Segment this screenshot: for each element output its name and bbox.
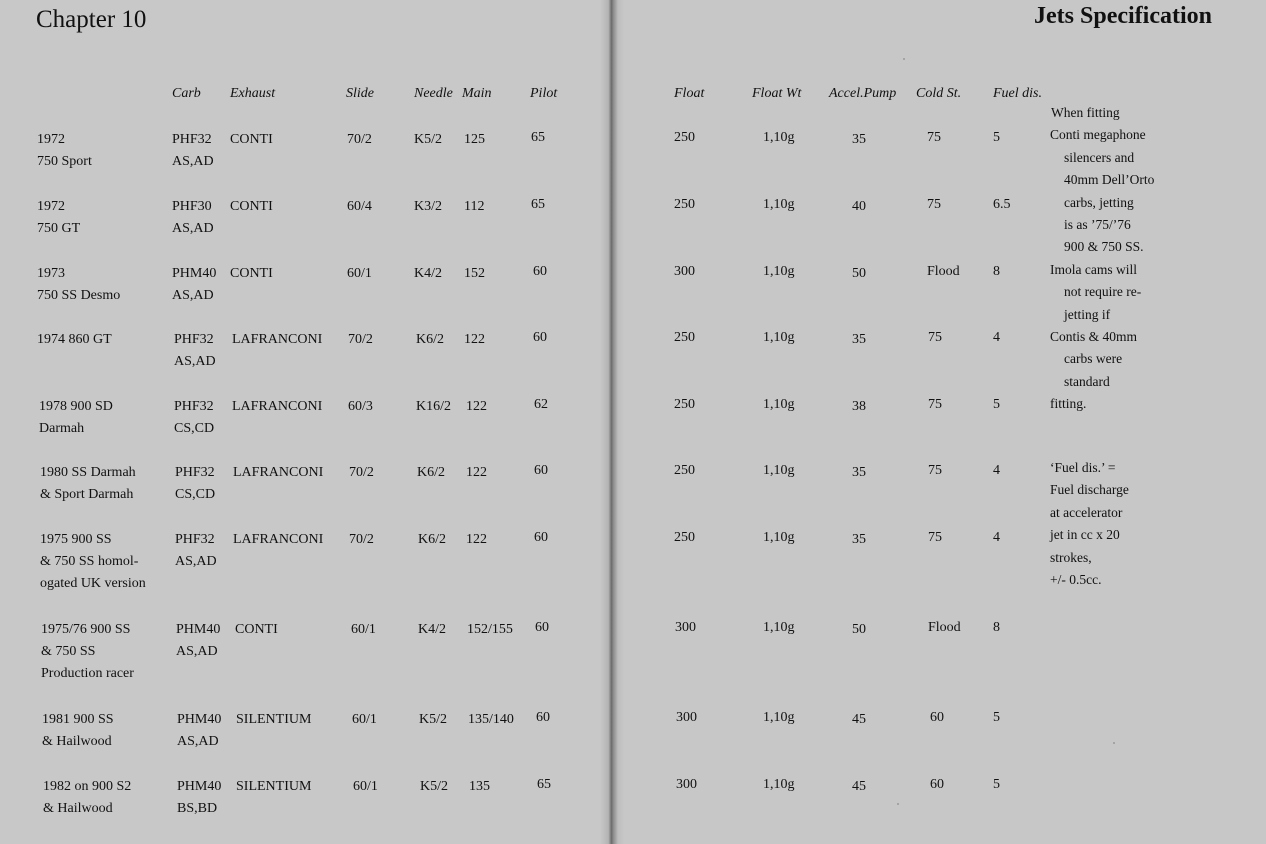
exhaust-type: LAFRANCONI	[233, 465, 324, 480]
needle-value: K5/2	[420, 779, 448, 794]
header-cold-st: Cold St.	[916, 86, 962, 101]
main-jet-value: 135/140	[468, 712, 514, 727]
header-needle: Needle	[414, 86, 453, 101]
slide-value: 60/1	[352, 712, 377, 727]
jetting-note-line: not require re-	[1064, 284, 1142, 300]
jetting-note-line: 900 & 750 SS.	[1064, 239, 1144, 255]
model-name-line2: & 750 SS homol-	[40, 554, 139, 569]
carb-variant: BS,BD	[177, 801, 218, 816]
slide-value: 60/1	[351, 622, 376, 637]
carb-variant: CS,CD	[174, 421, 215, 436]
slide-value: 60/1	[353, 779, 378, 794]
carb-model: PHF30	[172, 199, 212, 214]
cold-start-value: 75	[927, 130, 941, 145]
carb-variant: AS,AD	[174, 354, 216, 369]
jetting-note-line: carbs were	[1064, 351, 1123, 367]
fuel-discharge-value: 4	[993, 463, 1000, 478]
jetting-note-line: carbs, jetting	[1064, 194, 1134, 210]
model-name-line2: Darmah	[39, 421, 85, 436]
model-name: 1972	[37, 199, 65, 214]
cold-start-value: Flood	[928, 620, 961, 635]
book-gutter	[600, 0, 624, 844]
pilot-jet-value: 65	[537, 777, 551, 792]
fuel-discharge-value: 6.5	[993, 197, 1011, 212]
float-weight-value: 1,10g	[763, 130, 795, 145]
model-name: 1973	[37, 266, 65, 281]
cold-start-value: 75	[927, 197, 941, 212]
jetting-note-line: When fitting	[1051, 105, 1120, 120]
fuel-discharge-value: 5	[993, 777, 1000, 792]
cold-start-value: 75	[928, 397, 942, 412]
slide-value: 60/1	[347, 266, 372, 281]
fuel-discharge-value: 4	[993, 330, 1000, 345]
pilot-jet-value: 60	[536, 710, 550, 725]
pilot-jet-value: 60	[533, 330, 547, 345]
fuel-discharge-note-line: jet in cc x 20	[1050, 527, 1120, 543]
fuel-discharge-note-line: Fuel discharge	[1050, 482, 1129, 498]
exhaust-type: CONTI	[230, 266, 273, 281]
jetting-note-line: silencers and	[1064, 149, 1135, 165]
exhaust-type: LAFRANCONI	[232, 332, 323, 347]
carb-model: PHM40	[176, 622, 221, 637]
slide-value: 60/4	[347, 199, 372, 214]
float-weight-value: 1,10g	[763, 530, 795, 545]
cold-start-value: 60	[930, 777, 944, 792]
model-name: 1982 on 900 S2	[43, 779, 132, 794]
float-value: 250	[674, 197, 695, 212]
accel-pump-value: 45	[852, 779, 866, 794]
fuel-discharge-value: 5	[993, 397, 1000, 412]
fuel-discharge-note	[1050, 457, 1129, 591]
header-fuel-dis: Fuel dis.	[993, 86, 1042, 101]
carb-model: PHF32	[174, 399, 214, 414]
float-value: 250	[674, 330, 695, 345]
fuel-discharge-value: 5	[993, 710, 1000, 725]
float-weight-value: 1,10g	[763, 777, 795, 792]
exhaust-type: LAFRANCONI	[233, 532, 324, 547]
cold-start-value: 60	[930, 710, 944, 725]
main-jet-value: 122	[466, 465, 487, 480]
pilot-jet-value: 65	[531, 197, 545, 212]
carb-variant: AS,AD	[176, 644, 218, 659]
jetting-note-line: jetting if	[1064, 306, 1111, 322]
float-weight-value: 1,10g	[763, 710, 795, 725]
accel-pump-value: 35	[852, 132, 866, 147]
pilot-jet-value: 60	[534, 463, 548, 478]
header-main: Main	[462, 86, 492, 101]
accel-pump-value: 50	[852, 266, 866, 281]
fuel-discharge-value: 4	[993, 530, 1000, 545]
jetting-note	[1050, 102, 1154, 416]
exhaust-type: CONTI	[235, 622, 278, 637]
needle-value: K4/2	[418, 622, 446, 637]
exhaust-type: LAFRANCONI	[232, 399, 323, 414]
model-name-line2: & 750 SS	[41, 644, 96, 659]
needle-value: K6/2	[416, 332, 444, 347]
carb-model: PHM40	[177, 779, 222, 794]
accel-pump-value: 35	[852, 332, 866, 347]
accel-pump-value: 35	[852, 465, 866, 480]
accel-pump-value: 45	[852, 712, 866, 727]
accel-pump-value: 35	[852, 532, 866, 547]
float-weight-value: 1,10g	[763, 463, 795, 478]
model-name: 1980 SS Darmah	[40, 465, 136, 480]
carb-model: PHF32	[172, 132, 212, 147]
carb-variant: AS,AD	[172, 154, 214, 169]
main-jet-value: 152/155	[467, 622, 513, 637]
carb-variant: AS,AD	[172, 288, 214, 303]
jetting-note-line: 40mm Dell’Orto	[1064, 172, 1155, 188]
float-value: 300	[676, 777, 697, 792]
model-name: 1972	[37, 132, 65, 147]
needle-value: K16/2	[416, 399, 451, 414]
fuel-discharge-value: 8	[993, 264, 1000, 279]
header-carb: Carb	[172, 86, 201, 101]
main-jet-value: 112	[464, 199, 485, 214]
float-weight-value: 1,10g	[763, 620, 795, 635]
fuel-discharge-note-line: at accelerator	[1050, 504, 1123, 520]
float-value: 250	[674, 463, 695, 478]
jetting-note-line: Imola cams will	[1050, 261, 1137, 277]
exhaust-type: CONTI	[230, 199, 273, 214]
header-float: Float	[674, 86, 705, 101]
model-name-line2: & Hailwood	[43, 801, 113, 816]
jetting-note-line: standard	[1064, 373, 1110, 389]
jetting-note-line: is as ’75/’76	[1064, 217, 1131, 233]
accel-pump-value: 38	[852, 399, 866, 414]
carb-variant: AS,AD	[177, 734, 219, 749]
fuel-discharge-note-line: strokes,	[1050, 549, 1092, 565]
float-weight-value: 1,10g	[763, 264, 795, 279]
slide-value: 70/2	[349, 532, 374, 547]
carb-model: PHF32	[175, 532, 215, 547]
main-jet-value: 122	[466, 532, 487, 547]
jetting-note-line: fitting.	[1050, 396, 1087, 412]
float-value: 250	[674, 530, 695, 545]
main-jet-value: 135	[469, 779, 490, 794]
cold-start-value: Flood	[927, 264, 960, 279]
pilot-jet-value: 65	[531, 130, 545, 145]
exhaust-type: CONTI	[230, 132, 273, 147]
pilot-jet-value: 62	[534, 397, 548, 412]
needle-value: K6/2	[417, 465, 445, 480]
cold-start-value: 75	[928, 330, 942, 345]
main-jet-value: 122	[466, 399, 487, 414]
float-weight-value: 1,10g	[763, 397, 795, 412]
cold-start-value: 75	[928, 463, 942, 478]
exhaust-type: SILENTIUM	[236, 712, 312, 727]
needle-value: K5/2	[414, 132, 442, 147]
header-accel-pump: Accel.Pump	[829, 86, 897, 101]
needle-value: K4/2	[414, 266, 442, 281]
model-name-line2: 750 SS Desmo	[37, 288, 121, 303]
model-name-line3: ogated UK version	[40, 576, 146, 591]
needle-value: K5/2	[419, 712, 447, 727]
model-name-line2: 750 GT	[37, 221, 81, 236]
carb-model: PHF32	[174, 332, 214, 347]
float-value: 300	[675, 620, 696, 635]
slide-value: 70/2	[347, 132, 372, 147]
header-slide: Slide	[346, 86, 374, 101]
fuel-discharge-value: 8	[993, 620, 1000, 635]
float-value: 250	[674, 397, 695, 412]
pilot-jet-value: 60	[534, 530, 548, 545]
carb-variant: CS,CD	[175, 487, 216, 502]
main-jet-value: 152	[464, 266, 485, 281]
carb-variant: AS,AD	[172, 221, 214, 236]
section-title: Jets Specification	[1034, 3, 1212, 29]
fuel-discharge-value: 5	[993, 130, 1000, 145]
model-name-line2: & Sport Darmah	[40, 487, 134, 502]
jetting-note-line: Contis & 40mm	[1050, 329, 1138, 345]
fuel-discharge-note-line: ‘Fuel dis.’ =	[1050, 460, 1116, 475]
chapter-title: Chapter 10	[36, 6, 147, 33]
model-name: 1978 900 SD	[39, 399, 113, 414]
header-float-wt: Float Wt	[752, 86, 802, 101]
main-jet-value: 125	[464, 132, 485, 147]
carb-model: PHM40	[177, 712, 222, 727]
carb-model: PHF32	[175, 465, 215, 480]
model-name-line3: Production racer	[41, 666, 134, 681]
model-name-line2: 750 Sport	[37, 154, 92, 169]
pilot-jet-value: 60	[533, 264, 547, 279]
cold-start-value: 75	[928, 530, 942, 545]
header-exhaust: Exhaust	[230, 86, 276, 101]
model-name: 1975 900 SS	[40, 532, 112, 547]
float-weight-value: 1,10g	[763, 330, 795, 345]
main-jet-value: 122	[464, 332, 485, 347]
float-weight-value: 1,10g	[763, 197, 795, 212]
needle-value: K6/2	[418, 532, 446, 547]
accel-pump-value: 50	[852, 622, 866, 637]
needle-value: K3/2	[414, 199, 442, 214]
model-name-line2: & Hailwood	[42, 734, 112, 749]
accel-pump-value: 40	[852, 199, 866, 214]
fuel-discharge-note-line: +/- 0.5cc.	[1050, 572, 1102, 588]
slide-value: 70/2	[349, 465, 374, 480]
model-name: 1974 860 GT	[37, 332, 112, 347]
model-name: 1975/76 900 SS	[41, 622, 131, 637]
float-value: 250	[674, 130, 695, 145]
float-value: 300	[674, 264, 695, 279]
slide-value: 70/2	[348, 332, 373, 347]
slide-value: 60/3	[348, 399, 373, 414]
float-value: 300	[676, 710, 697, 725]
carb-model: PHM40	[172, 266, 217, 281]
pilot-jet-value: 60	[535, 620, 549, 635]
model-name: 1981 900 SS	[42, 712, 114, 727]
jetting-note-line: Conti megaphone	[1050, 127, 1146, 143]
header-pilot: Pilot	[530, 86, 558, 101]
carb-variant: AS,AD	[175, 554, 217, 569]
exhaust-type: SILENTIUM	[236, 779, 312, 794]
